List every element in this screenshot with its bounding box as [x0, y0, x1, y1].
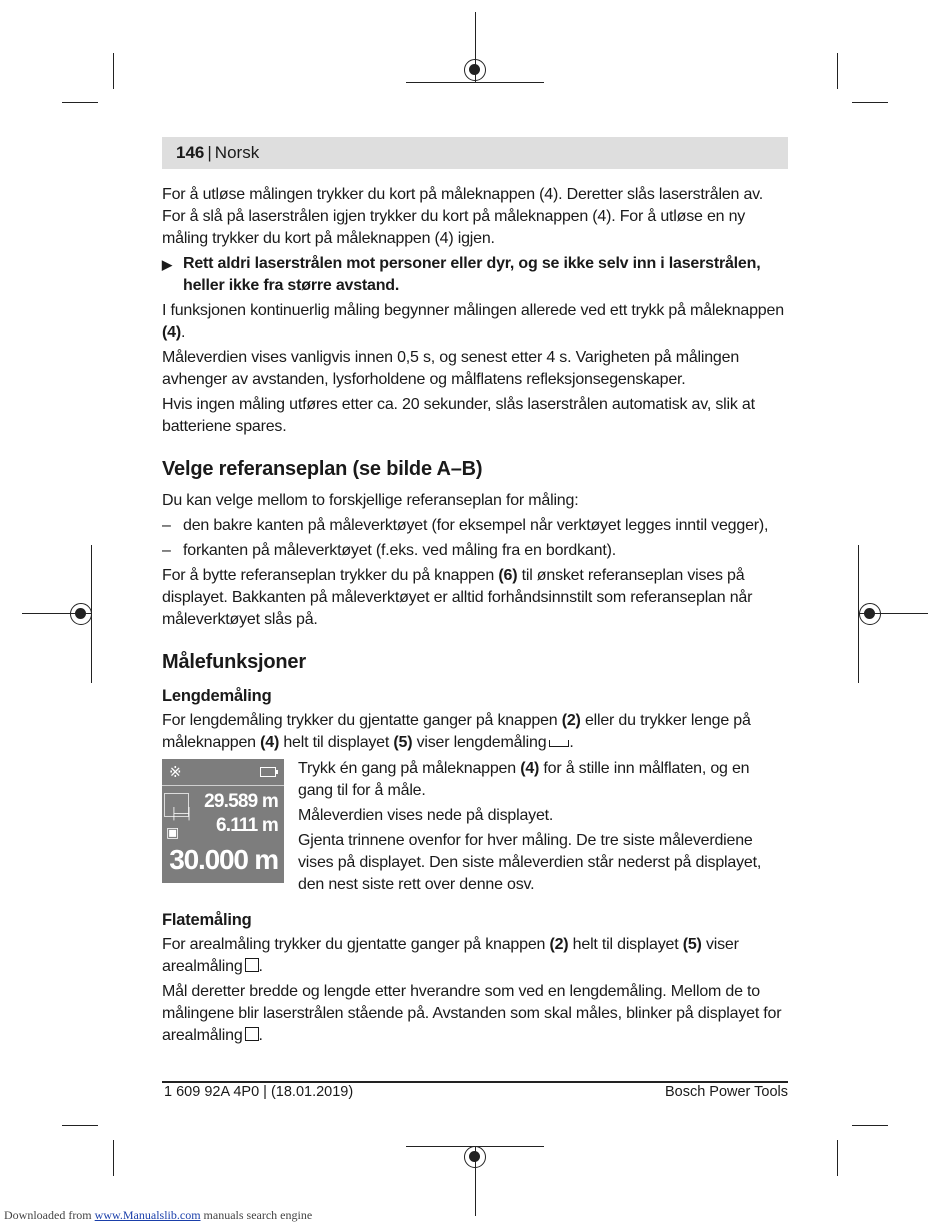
crop-mark: [113, 1140, 114, 1176]
registration-mark: [70, 603, 92, 625]
length-measure-icon: [549, 740, 569, 747]
footer-doc-number: 1 609 92A 4P0 | (18.01.2019): [164, 1084, 354, 1100]
footer-rule: [162, 1081, 788, 1083]
text: For arealmåling trykker du gjentatte ganger på knappen: [162, 936, 550, 953]
footer-brand: Bosch Power Tools: [664, 1084, 788, 1100]
list-item: [162, 540, 788, 562]
step-1: [298, 758, 788, 802]
list-item-text: forkanten på måleverktøyet (f.eks. ved måling fra en bordkant).: [183, 542, 616, 559]
reference-intro: Du kan velge mellom to forskjellige referanseplan for måling:: [162, 492, 579, 509]
display-value-1: 29.589 m: [204, 791, 278, 812]
text: for å stille inn målflaten, og en gang til for å måle.: [298, 760, 750, 799]
text: I funksjonen kontinuerlig måling begynner målingen allerede ved ett trykk på måleknappen: [162, 302, 784, 319]
area-measure-icon: [245, 958, 259, 972]
manualslib-link[interactable]: www.Manualslib.com: [94, 1208, 201, 1222]
dash-bullet: –: [162, 542, 171, 559]
text: viser arealmåling: [162, 936, 739, 975]
page-header: [162, 137, 788, 169]
download-suffix: manuals search engine: [203, 1208, 313, 1222]
text: eller du trykker lenge på måleknappen: [162, 712, 751, 751]
page-number: 146: [176, 143, 205, 162]
bluetooth-icon: ※: [169, 764, 182, 781]
crop-mark: [62, 102, 98, 103]
registration-mark: [464, 1146, 486, 1168]
area-measure-icon: [245, 1027, 259, 1041]
ref-5: (5): [393, 734, 413, 751]
warning-text: Rett aldri laserstrålen mot personer eller dyr, og se ikke selv inn i laserstrålen, heller ikke fra større avstand.: [183, 255, 761, 294]
registration-mark: [859, 603, 881, 625]
text: .: [180, 324, 186, 341]
text: For å bytte referanseplan trykker du på knappen: [162, 567, 499, 584]
intro-paragraph: For å utløse målingen trykker du kort på måleknappen (4). Deretter slås laserstrålen av. For å slå på laserstrålen igjen trykker du kort på måleknappen (4). For å utløse en ny måling trykker du kort på måleknappen (4) igjen.: [162, 186, 764, 247]
display-figure-row: [162, 758, 788, 899]
crop-mark: [406, 82, 544, 83]
reference-plane-icon: ▣: [166, 824, 180, 840]
step-2: Måleverdien vises nede på displayet.: [298, 807, 554, 824]
area-body-2: Mål deretter bredde og lengde etter hverandre som ved en lengdemåling. Mellom de to målingene blir laserstrålen stående på. Avstanden som skal måles, blinker på displayet for arealmåling .: [162, 983, 782, 1044]
text: For lengdemåling trykker du gjentatte ganger på knappen: [162, 712, 562, 729]
crop-mark: [852, 102, 888, 103]
ref-4: (4): [520, 760, 540, 777]
section-title-functions: Målefunksjoner: [162, 651, 306, 673]
ref-6: (6): [498, 567, 518, 584]
battery-icon: [260, 767, 276, 777]
warning-item: [162, 253, 788, 297]
dash-bullet: –: [162, 517, 171, 534]
subsection-title-area: Flatemåling: [162, 911, 252, 929]
length-mode-icon: ├─┤: [164, 793, 189, 817]
text: Trykk én gang på måleknappen: [298, 760, 521, 777]
subsection-title-length: Lengdemåling: [162, 687, 272, 705]
crop-mark: [113, 53, 114, 89]
auto-off-paragraph: Hvis ingen måling utføres etter ca. 20 sekunder, slås laserstrålen automatisk av, slik at batteriene spares.: [162, 396, 755, 435]
ref-5: (5): [682, 936, 702, 953]
text: helt til displayet: [568, 936, 683, 953]
duration-paragraph: Måleverdien vises vanligvis innen 0,5 s, og senest etter 4 s. Varigheten på målingen avhenger av avstanden, lysforholdene og målflatens refleksjonsegenskaper.: [162, 349, 740, 388]
reference-body: [162, 565, 788, 631]
text: Mål deretter bredde og lengde etter hverandre som ved en lengdemåling. Mellom de to målingene blir laserstrålen stående på. Avstanden som skal måles, blinker på displayet for arealmåling: [162, 983, 782, 1044]
text: helt til displayet: [279, 734, 394, 751]
crop-mark: [852, 1125, 888, 1126]
crop-mark: [837, 53, 838, 89]
crop-mark: [837, 1140, 838, 1176]
download-notice: [4, 1208, 312, 1223]
continuous-paragraph: [162, 300, 788, 344]
text: til ønsket referanseplan vises på displayet. Bakkanten på måleverktøyet er alltid forhåndsinnstilt som referanseplan når måleverktøyet slås på.: [162, 567, 753, 628]
header-language: Norsk: [214, 143, 260, 162]
triangle-bullet-icon: ▶: [162, 257, 172, 272]
length-body: For lengdemåling trykker du gjentatte ganger på knappen (2) eller du trykker lenge på måleknappen (4) helt til displayet (5) viser lengdemåling .: [162, 712, 751, 751]
ref-4: (4): [260, 734, 280, 751]
header-separator: |: [207, 143, 212, 162]
page-content: [162, 184, 788, 1050]
step-3: Gjenta trinnene ovenfor for hver måling. De tre siste måleverdiene vises på displayet. Den siste måleverdien står nederst på displayet, den nest siste rett over denne osv.: [298, 832, 762, 893]
ref-4: (4): [162, 324, 181, 341]
registration-mark: [464, 59, 486, 81]
display-value-2: 6.111 m: [215, 815, 278, 836]
list-item-text: den bakre kanten på måleverktøyet (for eksempel når verktøyet legges inntil vegger),: [183, 517, 769, 534]
text: viser lengdemåling: [412, 734, 547, 751]
length-steps: [298, 758, 788, 899]
section-title-reference: Velge referanseplan (se bilde A–B): [162, 458, 483, 480]
list-item: [162, 515, 788, 537]
display-value-3: 30.000 m: [169, 844, 278, 875]
crop-mark: [62, 1125, 98, 1126]
download-prefix: Downloaded from: [4, 1208, 92, 1222]
ref-2: (2): [561, 712, 581, 729]
area-body: For arealmåling trykker du gjentatte ganger på knappen (2) helt til displayet (5) viser arealmåling .: [162, 936, 739, 975]
ref-2: (2): [549, 936, 569, 953]
display-illustration: [162, 759, 284, 883]
